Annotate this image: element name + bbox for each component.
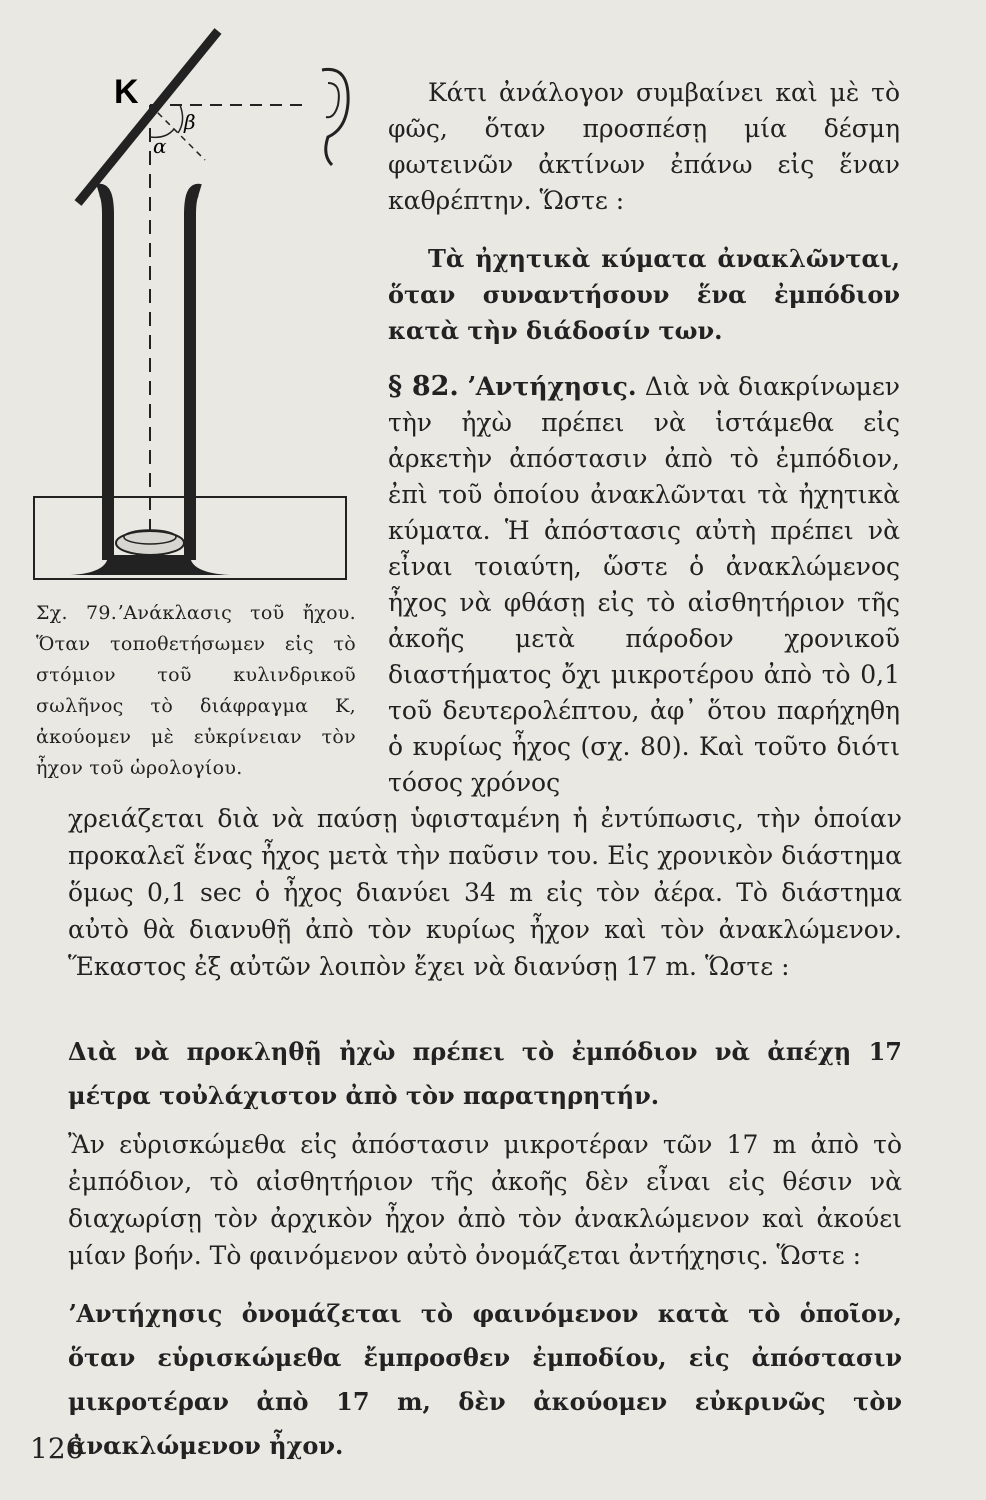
section-title: ʼΑντήχησις. — [467, 372, 637, 401]
page-number: 126 — [30, 1432, 84, 1465]
angle-beta-arc — [178, 105, 183, 133]
label-k: K — [114, 73, 139, 111]
label-alpha: α — [153, 134, 167, 158]
tube-left-wall — [98, 190, 108, 560]
section-82 — [388, 369, 900, 801]
paragraph-continuation: χρειάζεται διὰ νὰ παύσῃ ὑφισταμένη ἡ ἐντύπωσις, τὴν ὁποίαν προκαλεῖ ἕνας ἦχος μετὰ τὴν παῦσιν του. Εἰς χρονικὸν διάστημα ὅμως 0,1 sec ὁ ἦχος διανύει 34 m εἰς τὸν ἀέρα. Τὸ διάστημα αὐτὸ θὰ διανυθῇ ἀπὸ τὸν κυρίως ἦχον καὶ τὸν ἀνακλώμενον. Ἕκαστος ἐξ αὐτῶν λοιπὸν ἔχει νὰ διανύσῃ 17 m. Ὥστε : — [68, 804, 902, 981]
section-text: Διὰ νὰ διακρίνωμεν τὴν ἠχὼ πρέπει νὰ ἱστάμεθα εἰς ἀρκετὴν ἀπόστασιν ἀπὸ τὸ ἐμπόδιον, ἐπὶ τοῦ ὁποίου ἀνακλῶνται τὰ ἠχητικὰ κύματα. Ἡ ἀπόστασις αὐτὴ πρέπει νὰ εἶναι τοιαύτη, ὥστε ὁ ἀνακλώμενος ἦχος νὰ φθάσῃ εἰς τὸ αἰσθητήριον τῆς ἀκοῆς μετὰ πάροδον χρονικοῦ διαστήματος ὄχι μικροτέρου ἀπὸ τὸ 0,1 τοῦ δευτερολέπτου, ἀφ᾽ ὅτου παρήχηθη ὁ κυρίως ἦχος (σχ. 80). Καὶ τοῦτο διότι τόσος χρόνος — [388, 372, 900, 797]
rule-reverberation-definition — [68, 1292, 902, 1468]
figure-79-illustration — [30, 25, 360, 595]
rule-echo-distance-text: Διὰ νὰ προκληθῇ ἠχὼ πρέπει τὸ ἐμπόδιον νὰ ἀπέχῃ 17 μέτρα τοὐλάχιστον ἀπὸ τὸν παρατηρητήν. — [68, 1037, 902, 1110]
rule-reverberation-definition-text: ʼΑντήχησις ὀνομάζεται τὸ φαινόμενον κατὰ τὸ ὁποῖον, ὅταν εὑρισκώμεθα ἔμπροσθεν ἐμποδίου, εἰς ἀπόστασιν μικροτέραν ἀπὸ 17 m, δὲν ἀκούομεν εὐκρινῶς τὸν ἀνακλώμενον ἦχον. — [68, 1299, 902, 1460]
figure-caption: Σχ. 79.ʼΑνάκλασις τοῦ ἤχου. Ὅταν τοποθετήσωμεν εἰς τὸ στόμιον τοῦ κυλινδρικοῦ σωλῆνος τὸ διάφραγμα Κ, ἀκούομεν μὲ εὐκρίνειαν τὸν ἦχον τοῦ ὡρολογίου. — [36, 602, 356, 779]
section-number: § 82. — [388, 371, 459, 402]
diaphragm-k — [78, 31, 218, 203]
label-beta: β — [184, 110, 196, 134]
rule-echo-distance — [68, 1030, 902, 1118]
ear-icon — [322, 69, 348, 165]
rule-sound-reflection: Τὰ ἠχητικὰ κύματα ἀνακλῶνται, ὅταν συναντήσουν ἕνα ἐμπόδιον κατὰ τὴν διάδοσίν των. — [388, 244, 900, 345]
right-column — [388, 75, 900, 801]
paragraph-light-analogy: Κάτι ἀνάλογον συμβαίνει καὶ μὲ τὸ φῶς, ὅταν προσπέσῃ μία δέσμη φωτεινῶν ἀκτίνων ἐπάνω εἰς ἕναν καθρέπτην. Ὥστε : — [388, 78, 900, 215]
tube-base — [70, 555, 230, 575]
paragraph-reverberation: Ἂν εὑρισκώμεθα εἰς ἀπόστασιν μικροτέραν τῶν 17 m ἀπὸ τὸ ἐμπόδιον, τὸ αἰσθητήριον τῆς ἀκοῆς δὲν εἶναι εἰς θέσιν νὰ διαχωρίσῃ τὸν ἀρχικὸν ἦχον ἀπὸ τὸν ἀνακλώμενον καὶ ἀκούει μίαν βοήν. Τὸ φαινόμενον αὐτὸ ὀνομάζεται ἀντήχησις. Ὥστε : — [68, 1130, 902, 1270]
tube-right-wall — [190, 190, 200, 560]
